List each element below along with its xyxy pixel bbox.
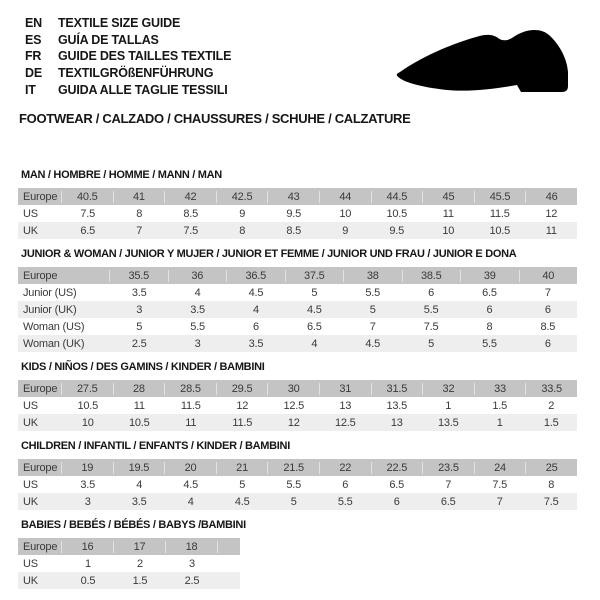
- row-label: Europe: [18, 462, 62, 474]
- size-cell: 12.5: [334, 416, 356, 429]
- size-cell: 8.5: [183, 207, 199, 220]
- size-cell: 3.5: [248, 337, 264, 350]
- size-cell: 24: [475, 462, 527, 474]
- size-cell: 3.5: [190, 303, 205, 316]
- row-label: Woman (US): [23, 320, 85, 333]
- size-cell: 42: [165, 191, 217, 203]
- size-cell: 4.5: [365, 337, 381, 350]
- size-cell: 3.5: [131, 286, 147, 299]
- size-cell: 1: [496, 416, 503, 429]
- size-cell: 4.5: [306, 303, 322, 316]
- size-cell: 8.5: [286, 224, 302, 237]
- size-cell: 13.5: [386, 399, 408, 412]
- size-cell: 6: [342, 478, 349, 491]
- size-cell: 19: [62, 462, 114, 474]
- size-cell: 4.5: [234, 495, 250, 508]
- size-cell: 7.5: [423, 320, 439, 333]
- size-cell: 4.5: [248, 286, 264, 299]
- size-tables: [18, 168, 580, 589]
- size-cell: 7: [369, 320, 376, 333]
- size-cell: 40.5: [62, 191, 114, 203]
- size-cell: 5.5: [286, 478, 302, 491]
- size-table-title: CHILDREN / INFANTIL / ENFANTS / KINDER / BAMBINI: [21, 440, 290, 452]
- size-cell: 6: [486, 303, 493, 316]
- size-cell: 27.5: [62, 383, 114, 395]
- size-cell: 3.5: [131, 495, 147, 508]
- size-cell: 36: [169, 270, 228, 282]
- size-table: [18, 267, 577, 352]
- table-row: [18, 335, 577, 352]
- size-cell: 3: [194, 337, 201, 350]
- size-cell: 10: [442, 224, 455, 237]
- language-label: TEXTILGRÖßENFÜHRUNG: [58, 66, 214, 81]
- size-cell: 8: [239, 224, 246, 237]
- size-cell: 28: [114, 383, 166, 395]
- size-cell: 5: [290, 495, 297, 508]
- size-cell: 2: [548, 399, 555, 412]
- size-cell: 38.5: [403, 270, 462, 282]
- size-cell: 20: [165, 462, 217, 474]
- size-cell: 5.5: [337, 495, 353, 508]
- language-row: [25, 15, 231, 32]
- size-cell: 17: [114, 541, 166, 553]
- size-cell: 7: [544, 286, 551, 299]
- language-code: FR: [25, 49, 42, 64]
- size-cell: 6.5: [482, 286, 497, 299]
- size-cell: 3.5: [80, 478, 96, 491]
- table-row: [18, 267, 577, 284]
- language-code: EN: [25, 16, 42, 30]
- size-cell: 7: [496, 495, 503, 508]
- size-cell: 2: [137, 557, 143, 570]
- size-cell: 8: [136, 207, 143, 220]
- size-cell: 12: [236, 399, 249, 412]
- size-table: [18, 188, 577, 239]
- size-cell: 11.5: [489, 207, 510, 220]
- size-cell: 8: [548, 478, 555, 491]
- size-cell: 5: [239, 478, 246, 491]
- size-cell: 10: [339, 207, 352, 220]
- size-cell: 5: [311, 286, 318, 299]
- size-cell: 28.5: [165, 383, 217, 395]
- size-cell: 40: [542, 269, 555, 282]
- table-row: [18, 188, 577, 205]
- size-cell: 1.5: [543, 416, 559, 429]
- size-cell: 11: [133, 399, 145, 412]
- size-cell: 30: [268, 383, 320, 395]
- size-cell: 5.5: [423, 303, 439, 316]
- size-cell: 11: [545, 224, 557, 237]
- size-table: [18, 459, 577, 510]
- size-cell: 36.5: [227, 270, 286, 282]
- size-cell: 3: [189, 557, 195, 570]
- size-table-section: [18, 439, 580, 510]
- size-cell: 19.5: [114, 462, 166, 474]
- language-row: [25, 48, 231, 65]
- size-cell: 7.5: [183, 224, 199, 237]
- row-label: Europe: [18, 191, 62, 203]
- size-cell: 21: [217, 462, 269, 474]
- size-table-section: [18, 518, 580, 589]
- size-cell: 12.5: [283, 399, 305, 412]
- table-row: [18, 555, 240, 572]
- table-row: [18, 205, 577, 222]
- row-label: UK: [23, 224, 38, 237]
- size-cell: 29.5: [217, 383, 269, 395]
- size-cell: 8.5: [540, 320, 556, 333]
- size-cell: 22.5: [372, 462, 424, 474]
- size-cell: 13: [390, 416, 403, 429]
- size-cell: 12: [545, 207, 558, 220]
- size-cell: 6.5: [80, 224, 96, 237]
- size-cell: 1.5: [492, 399, 508, 412]
- size-cell: 44.5: [372, 191, 424, 203]
- size-cell: 18: [166, 541, 218, 553]
- shoe-icon: [390, 20, 585, 105]
- size-cell: 11.5: [180, 399, 201, 412]
- row-label: Junior (UK): [23, 303, 77, 316]
- language-label: GUIDE DES TAILLES TEXTILE: [58, 49, 232, 64]
- size-cell: 4: [252, 303, 259, 316]
- row-label: Junior (US): [23, 286, 77, 299]
- size-cell: 7: [445, 478, 452, 491]
- size-cell: 3: [84, 495, 91, 508]
- language-label: TEXTILE SIZE GUIDE: [58, 16, 181, 30]
- size-cell: 4: [187, 495, 194, 508]
- row-label: Woman (UK): [23, 337, 85, 350]
- size-cell: 11.5: [232, 416, 253, 429]
- size-table-title: JUNIOR & WOMAN / JUNIOR Y MUJER / JUNIOR ET FEMME / JUNIOR UND FRAU / JUNIOR E DONA: [21, 248, 517, 260]
- size-cell: 6: [393, 495, 400, 508]
- language-row: [25, 65, 231, 82]
- size-cell: 4: [311, 337, 318, 350]
- size-cell: 10.5: [128, 416, 150, 429]
- size-cell: 5: [136, 320, 143, 333]
- language-label: GUÍA DE TALLAS: [58, 32, 159, 47]
- size-cell: 43: [268, 191, 320, 203]
- size-cell: 22: [320, 462, 372, 474]
- size-cell: 5: [369, 303, 376, 316]
- language-row: [25, 32, 231, 49]
- size-cell: 4: [194, 286, 201, 299]
- size-cell: 33: [475, 383, 527, 395]
- language-code: DE: [25, 66, 42, 81]
- size-cell: 10.5: [77, 399, 99, 412]
- table-row: [18, 318, 577, 335]
- size-cell: 7.5: [543, 495, 559, 508]
- size-cell: 7.5: [80, 207, 96, 220]
- language-label: GUIDA ALLE TAGLIE TESSILI: [58, 82, 228, 97]
- size-cell: 11: [185, 416, 197, 429]
- size-cell: 23.5: [423, 462, 475, 474]
- size-cell: 7.5: [492, 478, 508, 491]
- size-cell: 35.5: [110, 270, 169, 282]
- table-row: [18, 222, 577, 239]
- language-code: ES: [25, 32, 42, 47]
- size-cell: 3: [136, 303, 143, 316]
- row-label: Europe: [18, 383, 62, 395]
- size-cell: 33.5: [541, 382, 562, 395]
- size-cell: 39: [461, 270, 520, 282]
- table-row: [18, 493, 577, 510]
- size-cell: 10: [81, 416, 94, 429]
- size-cell: 9.5: [389, 224, 405, 237]
- size-table-section: [18, 247, 580, 352]
- table-row: [18, 397, 577, 414]
- size-table-section: [18, 360, 580, 431]
- size-cell: 10.5: [489, 224, 511, 237]
- size-cell: 6: [252, 320, 259, 333]
- size-cell: 13.5: [437, 416, 459, 429]
- language-list: [25, 15, 231, 99]
- size-cell: 44: [320, 191, 372, 203]
- size-cell: 37.5: [286, 270, 345, 282]
- size-cell: 25: [545, 461, 558, 474]
- size-cell: 9.5: [286, 207, 302, 220]
- size-cell: 6.5: [306, 320, 322, 333]
- size-cell: 9: [342, 224, 349, 237]
- size-cell: 9: [239, 207, 246, 220]
- size-cell: 4: [136, 478, 143, 491]
- row-label: Europe: [18, 541, 62, 553]
- size-cell: 45.5: [475, 191, 527, 203]
- table-row: [18, 301, 577, 318]
- size-cell: 8: [486, 320, 493, 333]
- size-cell: 42.5: [217, 191, 269, 203]
- size-cell: 13: [339, 399, 352, 412]
- size-cell: 45: [423, 191, 475, 203]
- size-cell: 5.5: [482, 337, 497, 350]
- size-cell: 31.5: [372, 383, 424, 395]
- row-label: US: [23, 478, 38, 491]
- row-label: US: [23, 207, 38, 220]
- table-row: [18, 572, 240, 589]
- size-cell: 12: [287, 416, 300, 429]
- size-table-section: [18, 168, 580, 239]
- size-cell: 5.5: [190, 320, 205, 333]
- size-cell: 5: [428, 337, 435, 350]
- size-table: [18, 538, 240, 589]
- size-cell: 32: [423, 383, 475, 395]
- size-cell: 41: [114, 191, 166, 203]
- size-cell: 1.5: [132, 574, 148, 587]
- size-cell: 2.5: [184, 574, 200, 587]
- row-label: UK: [23, 416, 38, 429]
- size-cell: 10.5: [386, 207, 408, 220]
- table-row: [18, 476, 577, 493]
- size-cell: 7: [136, 224, 143, 237]
- size-cell: 6.5: [389, 478, 405, 491]
- category-title: FOOTWEAR / CALZADO / CHAUSSURES / SCHUHE / CALZATURE: [19, 111, 411, 126]
- row-label: Europe: [18, 270, 110, 282]
- table-row: [18, 459, 577, 476]
- size-cell: 38: [344, 270, 403, 282]
- size-table: [18, 380, 577, 431]
- table-row: [18, 538, 240, 555]
- size-table-title: MAN / HOMBRE / HOMME / MANN / MAN: [21, 169, 222, 181]
- size-cell: 31: [320, 383, 372, 395]
- size-table-title: KIDS / NIÑOS / DES GAMINS / KINDER / BAMBINI: [21, 361, 265, 373]
- row-label: US: [23, 399, 38, 412]
- size-cell: 1: [85, 557, 91, 570]
- size-cell: 1: [445, 399, 452, 412]
- language-code: IT: [25, 82, 36, 97]
- table-row: [18, 380, 577, 397]
- size-cell: 0.5: [80, 574, 96, 587]
- size-cell: 6: [544, 337, 551, 350]
- row-label: UK: [23, 495, 38, 508]
- size-table-title: BABIES / BEBÉS / BÉBÉS / BABYS /BAMBINI: [21, 519, 246, 531]
- size-cell: 2.5: [131, 337, 147, 350]
- size-cell: 46: [545, 190, 558, 203]
- size-cell: 6: [544, 303, 551, 316]
- size-cell: 21.5: [268, 462, 320, 474]
- size-cell: 6: [428, 286, 435, 299]
- row-label: US: [23, 557, 38, 570]
- size-cell: 11: [442, 207, 454, 220]
- language-row: [25, 82, 231, 99]
- size-cell: 16: [62, 541, 114, 553]
- size-cell: 4.5: [183, 478, 199, 491]
- table-row: [18, 284, 577, 301]
- size-cell: 5.5: [365, 286, 381, 299]
- row-label: UK: [23, 574, 38, 587]
- table-row: [18, 414, 577, 431]
- size-cell: 6.5: [440, 495, 456, 508]
